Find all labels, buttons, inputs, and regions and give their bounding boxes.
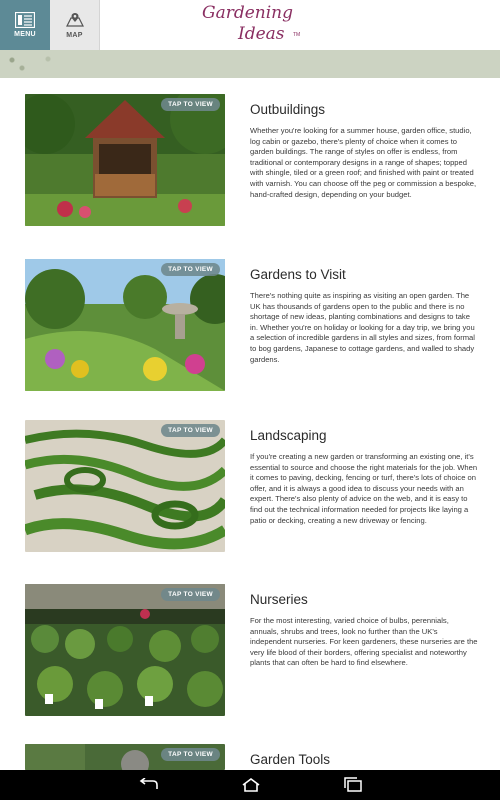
recent-apps-icon bbox=[342, 777, 364, 793]
outbuildings-thumbnail[interactable] bbox=[25, 94, 225, 226]
recent-apps-button[interactable] bbox=[338, 775, 368, 795]
menu-button[interactable] bbox=[0, 0, 50, 50]
home-button[interactable] bbox=[236, 775, 266, 795]
nursery-image bbox=[25, 584, 225, 716]
item-title[interactable]: Garden Tools bbox=[250, 752, 331, 767]
item-title[interactable]: Gardens to Visit bbox=[250, 267, 346, 282]
item-title[interactable]: Landscaping bbox=[250, 428, 327, 443]
tap-to-view-button[interactable]: TAP TO VIEW bbox=[161, 424, 220, 437]
hedge-maze-image bbox=[25, 420, 225, 552]
landscaping-thumbnail[interactable] bbox=[25, 420, 225, 552]
item-title[interactable]: Outbuildings bbox=[250, 102, 326, 117]
logo[interactable] bbox=[196, 2, 306, 48]
logo-text-line2: Ideas bbox=[238, 24, 285, 44]
menu-icon bbox=[15, 12, 35, 28]
logo-text-line1: Gardening bbox=[202, 3, 294, 23]
item-description: There's nothing quite as inspiring as visiting an open garden. The UK has thousands of gardens open to the public and there is no shortage of new ideas, planting combinations and designs to take in. Whether you're on holiday or looking for a day trip, we bring you a selection of incredible gardens in all styles and sizes, from formal to bog gardens, Japanese to cottage gardens, and walled to shady gardens. bbox=[250, 291, 475, 364]
map-icon bbox=[65, 12, 85, 29]
tap-to-view-button[interactable]: TAP TO VIEW bbox=[161, 98, 220, 111]
tap-to-view-button[interactable]: TAP TO VIEW bbox=[161, 748, 220, 761]
menu-label: MENU bbox=[14, 31, 36, 38]
back-icon bbox=[137, 778, 159, 792]
nurseries-thumbnail[interactable] bbox=[25, 584, 225, 716]
tap-to-view-button[interactable]: TAP TO VIEW bbox=[161, 588, 220, 601]
map-button[interactable] bbox=[50, 0, 100, 50]
item-description: Whether you're looking for a summer house, garden office, studio, log cabin or gazebo, there's plenty of choice when it comes to garden buildings. The range of styles on offer is endless, from traditional or contemporary designs in a range of shapes; topped with shingle, tiled or a green roof; and finished with paint or treated with varnish. You can choose off the peg or commission a bespoke, hand-crafted design, depending on your budget. bbox=[250, 126, 477, 199]
logo-trademark: TM bbox=[293, 32, 301, 38]
garden-tools-thumbnail[interactable] bbox=[25, 744, 225, 770]
system-navigation-bar bbox=[0, 770, 500, 800]
back-button[interactable] bbox=[133, 775, 163, 795]
item-description: If you're creating a new garden or transforming an existing one, it's essential to source and choose the right materials for the job. When it comes to paving, decking, fencing or turf, there's lots of choice on offer, and it is always a good idea to discuss your needs with an expert. There's also plenty of advice on the web, and it is easy to find out the technical information needed for projects like laying a patio or decking, creating a new driveway or fencing. bbox=[250, 452, 478, 525]
decorative-banner bbox=[0, 50, 500, 78]
home-icon bbox=[240, 778, 262, 792]
gazebo-image bbox=[25, 94, 225, 226]
item-description: For the most interesting, varied choice of bulbs, perennials, annuals, shrubs and trees, look no further than the UK's independent nurseries. For keen gardeners, these nurseries are the very life blood of their borders, offering specialist and noteworthy plants that can often be hard to find elsewhere. bbox=[250, 616, 478, 668]
item-title[interactable]: Nurseries bbox=[250, 592, 308, 607]
tap-to-view-button[interactable]: TAP TO VIEW bbox=[161, 263, 220, 276]
garden-image bbox=[25, 259, 225, 391]
map-label: MAP bbox=[66, 31, 83, 39]
top-bar bbox=[0, 0, 500, 50]
gardens-to-visit-thumbnail[interactable] bbox=[25, 259, 225, 391]
